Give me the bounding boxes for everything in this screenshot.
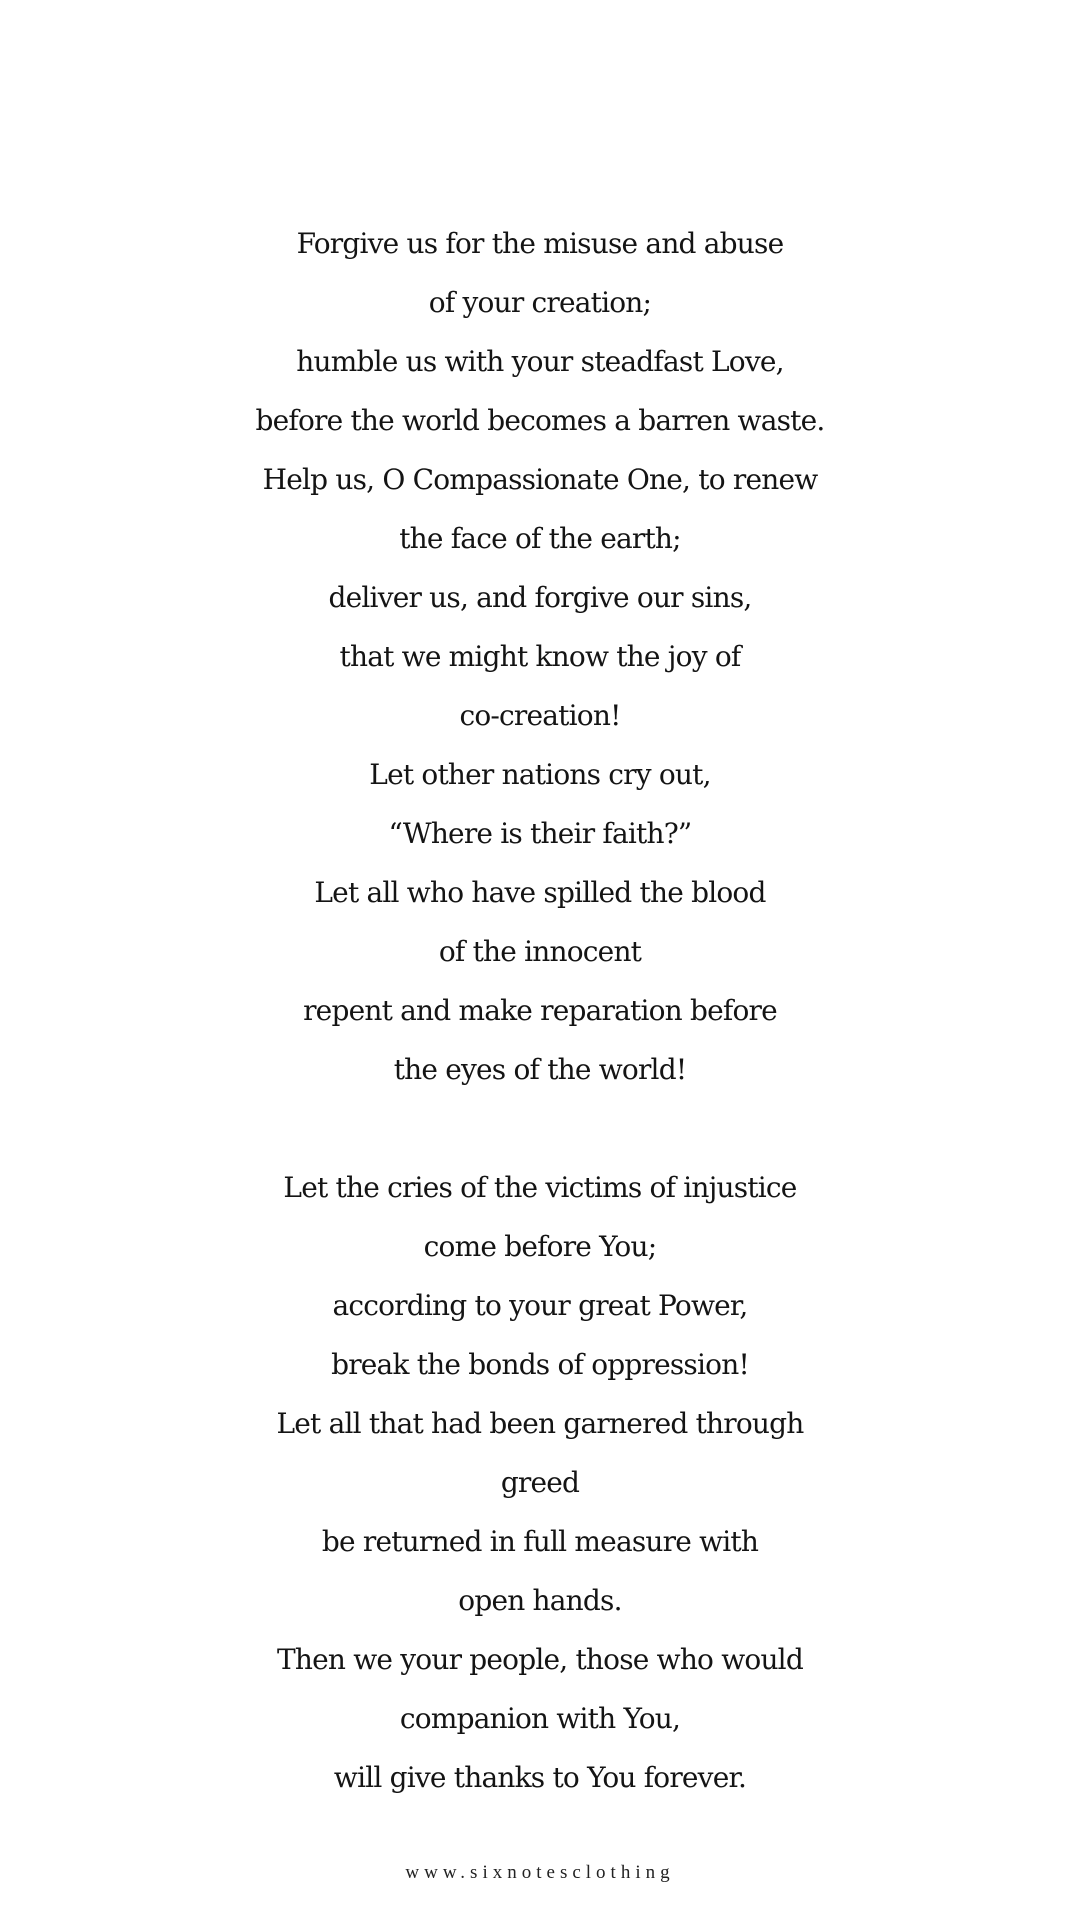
poem-line: the face of the earth; <box>399 522 681 555</box>
poem-line: companion with You, <box>399 1702 681 1735</box>
poem-line: of the innocent <box>438 935 642 968</box>
poem-line: deliver us, and forgive our sins, <box>328 581 752 614</box>
poem-line: be returned in full measure with <box>321 1525 759 1558</box>
poem-line: “Where is their faith?” <box>388 817 692 850</box>
poem <box>0 214 1080 1807</box>
poem-line: before the world becomes a barren waste. <box>255 404 825 437</box>
poem-line: co-creation! <box>459 699 621 732</box>
poem-line: open hands. <box>458 1584 622 1617</box>
poem-line: according to your great Power, <box>332 1289 748 1322</box>
stanza-1 <box>0 214 1080 1099</box>
poem-line: Let other nations cry out, <box>369 758 711 791</box>
poem-line: Forgive us for the misuse and abuse <box>296 227 784 260</box>
poem-line: Help us, O Compassionate One, to renew <box>262 463 818 496</box>
poem-line: repent and make reparation before <box>303 994 777 1027</box>
poem-line: Let all who have spilled the blood <box>314 876 766 909</box>
poem-line: come before You; <box>423 1230 657 1263</box>
website-footer: www.sixnotesclothing <box>405 1862 675 1883</box>
poem-line: Let the cries of the victims of injustice <box>283 1171 797 1204</box>
poem-line: humble us with your steadfast Love, <box>296 345 784 378</box>
poem-line: Then we your people, those who would <box>277 1643 803 1676</box>
poem-line: will give thanks to You forever. <box>333 1761 747 1794</box>
stanza-2 <box>0 1158 1080 1807</box>
poem-line: greed <box>500 1466 580 1499</box>
poem-line: break the bonds of oppression! <box>331 1348 749 1381</box>
poem-line: that we might know the joy of <box>339 640 741 673</box>
poem-line: of your creation; <box>428 286 652 319</box>
poem-line: Let all that had been garnered through <box>276 1407 804 1440</box>
poem-line: the eyes of the world! <box>393 1053 687 1086</box>
